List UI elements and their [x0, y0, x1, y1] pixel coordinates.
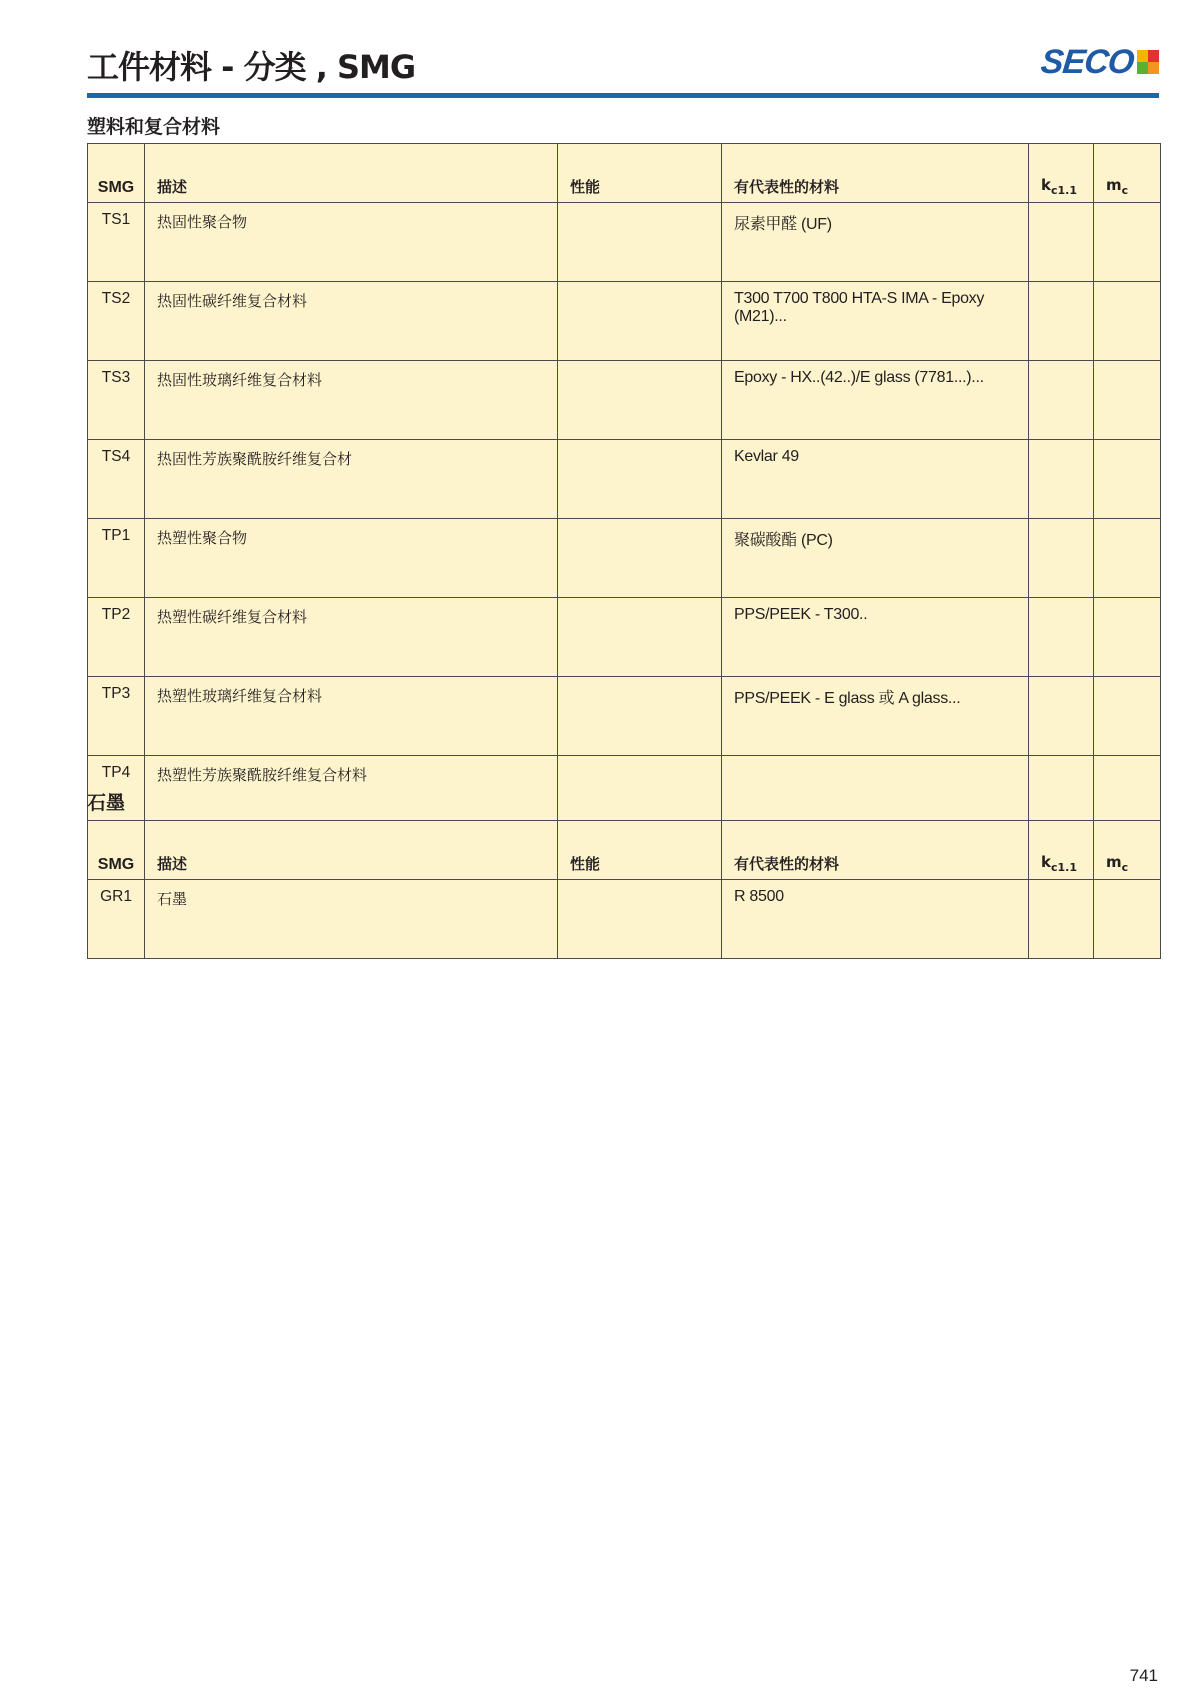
description-cell: 热塑性聚合物 — [145, 519, 558, 598]
mc-base: m — [1106, 176, 1122, 194]
column-header-properties: 性能 — [558, 144, 722, 203]
page-title: 工件材料 - 分类 , SMG — [87, 48, 416, 86]
page-number: 741 — [1129, 1666, 1158, 1685]
properties-cell — [558, 203, 722, 282]
kc-base: k — [1041, 176, 1051, 194]
properties-cell — [558, 282, 722, 361]
materials-cell: Kevlar 49 — [722, 440, 1029, 519]
section-title-graphite: 石墨 — [87, 792, 126, 814]
kc-cell — [1029, 361, 1094, 440]
properties-cell — [558, 598, 722, 677]
properties-cell — [558, 677, 722, 756]
kc-cell — [1029, 598, 1094, 677]
table-row — [88, 519, 1161, 598]
kc-cell — [1029, 880, 1094, 959]
page-header — [87, 38, 1159, 94]
materials-cell: PPS/PEEK - T300.. — [722, 598, 1029, 677]
smg-code: TP1 — [88, 519, 145, 598]
materials-cell: 尿素甲醛 (UF) — [722, 203, 1029, 282]
table-row — [88, 203, 1161, 282]
description-cell: 热固性聚合物 — [145, 203, 558, 282]
column-header-description: 描述 — [145, 144, 558, 203]
properties-cell — [558, 519, 722, 598]
description-cell: 热塑性芳族聚酰胺纤维复合材料 — [145, 756, 558, 835]
column-header-smg: SMG — [88, 821, 145, 880]
mc-cell — [1094, 519, 1161, 598]
column-header-description: 描述 — [145, 821, 558, 880]
mc-cell — [1094, 677, 1161, 756]
mc-subscript: c — [1121, 861, 1129, 874]
section-title-plastics: 塑料和复合材料 — [87, 116, 221, 138]
mc-cell — [1094, 282, 1161, 361]
column-header-smg: SMG — [88, 144, 145, 203]
smg-code: TP4 — [88, 756, 145, 835]
properties-cell — [558, 880, 722, 959]
mc-base: m — [1106, 853, 1122, 871]
column-header-materials: 有代表性的材料 — [722, 144, 1029, 203]
smg-code: TP3 — [88, 677, 145, 756]
kc-cell — [1029, 440, 1094, 519]
smg-code: TS2 — [88, 282, 145, 361]
materials-cell: T300 T700 T800 HTA-S IMA - Epoxy (M21)... — [722, 282, 1029, 361]
materials-cell: Epoxy - HX..(42..)/E glass (7781...)... — [722, 361, 1029, 440]
kc-cell — [1029, 519, 1094, 598]
smg-code: TS3 — [88, 361, 145, 440]
properties-cell — [558, 361, 722, 440]
kc-cell — [1029, 203, 1094, 282]
plastics-table — [87, 143, 1161, 835]
description-cell: 热固性碳纤维复合材料 — [145, 282, 558, 361]
mc-cell — [1094, 598, 1161, 677]
table-row — [88, 677, 1161, 756]
kc-subscript: c1.1 — [1050, 184, 1077, 197]
column-header-kc — [1029, 144, 1094, 203]
smg-code: TS1 — [88, 203, 145, 282]
mc-cell — [1094, 440, 1161, 519]
mc-cell — [1094, 880, 1161, 959]
column-header-kc — [1029, 821, 1094, 880]
graphite-table — [87, 820, 1161, 959]
mc-cell — [1094, 203, 1161, 282]
smg-code: TS4 — [88, 440, 145, 519]
mc-cell — [1094, 361, 1161, 440]
kc-base: k — [1041, 853, 1051, 871]
table-header-row — [88, 821, 1161, 880]
column-header-materials: 有代表性的材料 — [722, 821, 1029, 880]
header-rule — [87, 93, 1159, 98]
description-cell: 石墨 — [145, 880, 558, 959]
description-cell: 热塑性玻璃纤维复合材料 — [145, 677, 558, 756]
properties-cell — [558, 440, 722, 519]
kc-cell — [1029, 282, 1094, 361]
logo-squares-icon — [1137, 50, 1159, 74]
smg-code: GR1 — [88, 880, 145, 959]
table-header-row — [88, 144, 1161, 203]
table-row — [88, 880, 1161, 959]
table-row — [88, 598, 1161, 677]
table-row — [88, 440, 1161, 519]
seco-logo — [1038, 42, 1159, 81]
table-row — [88, 361, 1161, 440]
description-cell: 热塑性碳纤维复合材料 — [145, 598, 558, 677]
kc-subscript: c1.1 — [1050, 861, 1077, 874]
column-header-mc — [1094, 821, 1161, 880]
description-cell: 热固性芳族聚酰胺纤维复合材 — [145, 440, 558, 519]
description-cell: 热固性玻璃纤维复合材料 — [145, 361, 558, 440]
kc-cell — [1029, 677, 1094, 756]
column-header-properties: 性能 — [558, 821, 722, 880]
materials-cell: R 8500 — [722, 880, 1029, 959]
logo-wordmark: SECO — [1038, 42, 1136, 81]
materials-cell: PPS/PEEK - E glass 或 A glass... — [722, 677, 1029, 756]
mc-subscript: c — [1121, 184, 1129, 197]
column-header-mc — [1094, 144, 1161, 203]
smg-code: TP2 — [88, 598, 145, 677]
table-row — [88, 282, 1161, 361]
materials-cell: 聚碳酸酯 (PC) — [722, 519, 1029, 598]
